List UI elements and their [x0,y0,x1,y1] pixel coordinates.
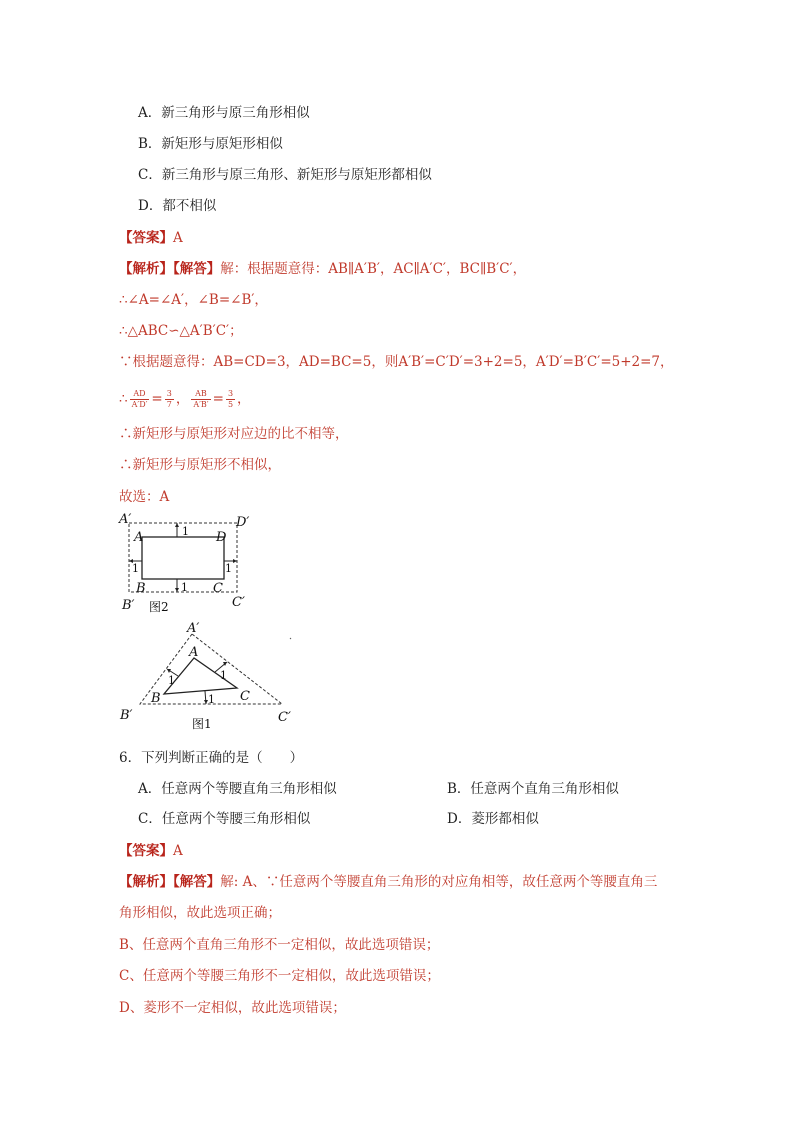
q5-option-b: B．新矩形与原矩形相似 [138,136,283,152]
q6-option-a: A．任意两个等腰直角三角形相似 [138,781,337,797]
q5-analysis-line-8: 故选：A [119,489,170,505]
answer-tag: 【答案】 [119,843,173,859]
q5-analysis-line-6: ∴新矩形与原矩形对应边的比不相等， [119,426,349,442]
q5-answer [119,229,183,247]
analysis-tag: 【解析】【解答】 [119,261,221,277]
offset-label-left: 1 [132,562,139,575]
q6-analysis-line-1 [119,873,657,891]
analysis-text: 解: A、∵任意两个等腰直角三角形的对应角相等，故任意两个等腰直角三 [220,874,658,890]
label-c-prime: C′ [232,595,245,610]
q5-analysis-line-7: ∴新矩形与原矩形不相似， [119,457,281,473]
therefore-symbol: ∴ [119,391,128,407]
label-a: A [134,530,144,545]
inner-rectangle [142,537,224,579]
figure-2-rectangle [112,508,262,618]
answer-value: A [173,843,183,859]
label-a: A [189,645,199,660]
q5-option-c: C．新三角形与原三角形、新矩形与原矩形都相似 [138,167,432,183]
offset-label-bottom: 1 [208,693,215,706]
offset-label-top: 1 [182,525,189,538]
q6-analysis-line-2: 角形相似，故此选项正确； [119,905,281,921]
label-d-prime: D′ [236,515,250,530]
q5-analysis-line-4: ∵根据题意得：AB=CD=3，AD=BC=5，则A′B′=C′D′=3+2=5，A′D′=B′C′=5+2=7， [119,354,674,370]
figure-1-triangle [112,618,302,738]
fraction-3-5: $\frac{3}{5}$ [227,389,234,409]
offset-label-right: 1 [225,562,232,575]
q5-option-a: A．新三角形与原三角形相似 [138,105,310,121]
label-b-prime: B′ [120,708,133,723]
offset-label-left: 1 [168,674,175,687]
label-b: B [151,691,161,706]
offset-label-right: 1 [220,669,227,682]
label-b: B [136,581,146,596]
q6-analysis-line-4: C、任意两个等腰三角形不一定相似，故此选项错误； [119,968,440,984]
label-c: C [240,689,250,704]
q6-option-d: D．菱形都相似 [447,811,539,827]
q5-analysis-line-3: ∴△ABC∽△A′B′C′； [119,323,243,339]
q6-stem: 6．下列判断正确的是（ ） [119,750,304,766]
label-c: C [213,581,223,596]
q6-option-c: C．任意两个等腰三角形相似 [138,811,311,827]
label-a-prime: A′ [119,512,132,527]
q5-analysis-line-2: ∴∠A=∠A′，∠B=∠B′， [119,292,268,308]
q5-analysis-line-1 [119,260,526,278]
figure-2-caption: 图2 [149,600,169,614]
q5-option-d: D．都不相似 [138,198,217,214]
analysis-text: 解：根据题意得：AB∥A′B′，AC∥A′C′，BC∥B′C′， [220,261,527,277]
q6-analysis-line-3: B、任意两个直角三角形不一定相似，故此选项错误； [119,937,440,953]
q6-analysis-line-5: D、菱形不一定相似，故此选项错误； [119,1000,346,1016]
label-a-prime: A′ [187,621,200,636]
answer-tag: 【答案】 [119,230,173,246]
fraction-3-7: $\frac{3}{7}$ [166,389,172,409]
q6-option-b: B．任意两个直角三角形相似 [447,781,619,797]
figure-1-caption: 图1 [192,717,212,731]
label-d: D [216,530,227,545]
offset-label-bottom: 1 [181,581,188,594]
fraction-ad: $\frac{AD}{A'D'}$ [131,389,148,409]
answer-value: A [173,230,183,246]
label-c-prime: C′ [278,710,291,725]
label-b-prime: B′ [122,598,135,613]
q5-fraction-line: ∴ $\frac{AD}{A'D'}$ = $\frac{3}{7}$ ， $\frac{AB}{A'B'}$ = $\frac{3}{5}$ ， [119,389,251,409]
fraction-ab: $\frac{AB}{A'B'}$ [193,389,209,409]
q6-answer [119,842,183,860]
analysis-tag: 【解析】【解答】 [119,874,221,890]
